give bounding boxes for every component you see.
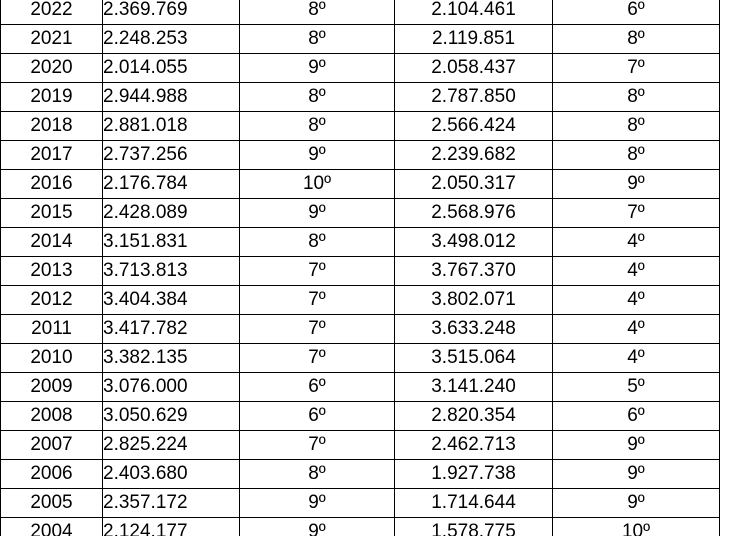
table-row [1, 83, 720, 112]
value2-cell[interactable]: 2.239.682 [395, 141, 553, 170]
year-cell[interactable]: 2012 [1, 286, 103, 315]
rank2-cell[interactable]: 9º [553, 489, 720, 518]
rank1-cell[interactable]: 9º [240, 141, 395, 170]
rank2-cell[interactable]: 7º [553, 199, 720, 228]
year-cell[interactable]: 2013 [1, 257, 103, 286]
value1-cell[interactable]: 2.825.224 [103, 431, 240, 460]
value1-cell[interactable]: 3.151.831 [103, 228, 240, 257]
value1-cell[interactable]: 2.403.680 [103, 460, 240, 489]
rank1-cell[interactable]: 8º [240, 228, 395, 257]
year-cell[interactable]: 2016 [1, 170, 103, 199]
rank1-cell[interactable]: 7º [240, 431, 395, 460]
rank2-cell[interactable]: 7º [553, 54, 720, 83]
rank1-cell[interactable]: 8º [240, 25, 395, 54]
table-row [1, 199, 720, 228]
value2-cell[interactable]: 2.568.976 [395, 199, 553, 228]
rank2-cell[interactable]: 4º [553, 315, 720, 344]
rank1-cell[interactable]: 6º [240, 373, 395, 402]
value1-cell[interactable]: 2.737.256 [103, 141, 240, 170]
value1-cell[interactable]: 2.428.089 [103, 199, 240, 228]
rank1-cell[interactable]: 7º [240, 344, 395, 373]
rank2-cell[interactable]: 6º [553, 402, 720, 431]
value2-cell[interactable]: 3.515.064 [395, 344, 553, 373]
table-row [1, 54, 720, 83]
rank1-cell[interactable]: 8º [240, 0, 395, 25]
rank2-cell[interactable]: 9º [553, 431, 720, 460]
value2-cell[interactable]: 2.119.851 [395, 25, 553, 54]
table-row [1, 315, 720, 344]
value2-cell[interactable]: 3.802.071 [395, 286, 553, 315]
rank2-cell[interactable]: 6º [553, 0, 720, 25]
rank2-cell[interactable]: 4º [553, 286, 720, 315]
year-cell[interactable]: 2011 [1, 315, 103, 344]
value1-cell[interactable]: 2.357.172 [103, 489, 240, 518]
table-row [1, 0, 720, 25]
value1-cell[interactable]: 2.944.988 [103, 83, 240, 112]
value1-cell[interactable]: 3.050.629 [103, 402, 240, 431]
table-row [1, 518, 720, 536]
rank1-cell[interactable]: 6º [240, 402, 395, 431]
rank1-cell[interactable]: 9º [240, 54, 395, 83]
year-cell[interactable]: 2006 [1, 460, 103, 489]
rank1-cell[interactable]: 9º [240, 518, 395, 536]
rank2-cell[interactable]: 5º [553, 373, 720, 402]
value2-cell[interactable]: 2.104.461 [395, 0, 553, 25]
value2-cell[interactable]: 1.714.644 [395, 489, 553, 518]
value2-cell[interactable]: 2.787.850 [395, 83, 553, 112]
table-row [1, 431, 720, 460]
year-cell[interactable]: 2008 [1, 402, 103, 431]
table-row [1, 402, 720, 431]
rank2-cell[interactable]: 8º [553, 112, 720, 141]
value1-cell[interactable]: 3.382.135 [103, 344, 240, 373]
value1-cell[interactable]: 3.417.782 [103, 315, 240, 344]
table-row [1, 112, 720, 141]
value1-cell[interactable]: 3.076.000 [103, 373, 240, 402]
value1-cell[interactable]: 2.881.018 [103, 112, 240, 141]
rank2-cell[interactable]: 10º [553, 518, 720, 536]
year-cell[interactable]: 2009 [1, 373, 103, 402]
value2-cell[interactable]: 2.050.317 [395, 170, 553, 199]
rank1-cell[interactable]: 7º [240, 315, 395, 344]
value2-cell[interactable]: 3.141.240 [395, 373, 553, 402]
rank2-cell[interactable]: 8º [553, 83, 720, 112]
value1-cell[interactable]: 2.248.253 [103, 25, 240, 54]
rank2-cell[interactable]: 4º [553, 257, 720, 286]
year-cell[interactable]: 2018 [1, 112, 103, 141]
table-row [1, 286, 720, 315]
value2-cell[interactable]: 3.633.248 [395, 315, 553, 344]
table-row [1, 141, 720, 170]
rank1-cell[interactable]: 9º [240, 489, 395, 518]
rank1-cell[interactable]: 8º [240, 460, 395, 489]
year-cell[interactable]: 2004 [1, 518, 103, 536]
year-cell[interactable]: 2010 [1, 344, 103, 373]
value2-cell[interactable]: 1.927.738 [395, 460, 553, 489]
rank2-cell[interactable]: 4º [553, 344, 720, 373]
value2-cell[interactable]: 2.820.354 [395, 402, 553, 431]
value1-cell[interactable]: 3.713.813 [103, 257, 240, 286]
year-cell[interactable]: 2019 [1, 83, 103, 112]
rank2-cell[interactable]: 9º [553, 170, 720, 199]
table-row [1, 170, 720, 199]
value1-cell[interactable]: 2.176.784 [103, 170, 240, 199]
table-row [1, 489, 720, 518]
value2-cell[interactable]: 2.462.713 [395, 431, 553, 460]
rank1-cell[interactable]: 8º [240, 83, 395, 112]
table-row [1, 257, 720, 286]
year-cell[interactable]: 2020 [1, 54, 103, 83]
value1-cell[interactable]: 3.404.384 [103, 286, 240, 315]
rank1-cell[interactable]: 7º [240, 286, 395, 315]
value2-cell[interactable]: 3.498.012 [395, 228, 553, 257]
year-cell[interactable]: 2017 [1, 141, 103, 170]
value1-cell[interactable]: 2.369.769 [103, 0, 240, 25]
table-body [1, 0, 720, 536]
rank1-cell[interactable]: 9º [240, 199, 395, 228]
value2-cell[interactable]: 3.767.370 [395, 257, 553, 286]
rank2-cell[interactable]: 8º [553, 141, 720, 170]
year-cell[interactable]: 2021 [1, 25, 103, 54]
rank2-cell[interactable]: 4º [553, 228, 720, 257]
table-row [1, 460, 720, 489]
rank2-cell[interactable]: 9º [553, 460, 720, 489]
year-cell[interactable]: 2022 [1, 0, 103, 25]
table-row [1, 344, 720, 373]
year-cell[interactable]: 2015 [1, 199, 103, 228]
table-row [1, 25, 720, 54]
year-cell[interactable]: 2007 [1, 431, 103, 460]
year-cell[interactable]: 2014 [1, 228, 103, 257]
value1-cell[interactable]: 2.124.177 [103, 518, 240, 536]
value1-cell[interactable]: 2.014.055 [103, 54, 240, 83]
rank1-cell[interactable]: 7º [240, 257, 395, 286]
year-cell[interactable]: 2005 [1, 489, 103, 518]
table-row [1, 228, 720, 257]
rank1-cell[interactable]: 10º [240, 170, 395, 199]
value2-cell[interactable]: 1.578.775 [395, 518, 553, 536]
rank1-cell[interactable]: 8º [240, 112, 395, 141]
table-row [1, 373, 720, 402]
rank2-cell[interactable]: 8º [553, 25, 720, 54]
value2-cell[interactable]: 2.566.424 [395, 112, 553, 141]
value2-cell[interactable]: 2.058.437 [395, 54, 553, 83]
